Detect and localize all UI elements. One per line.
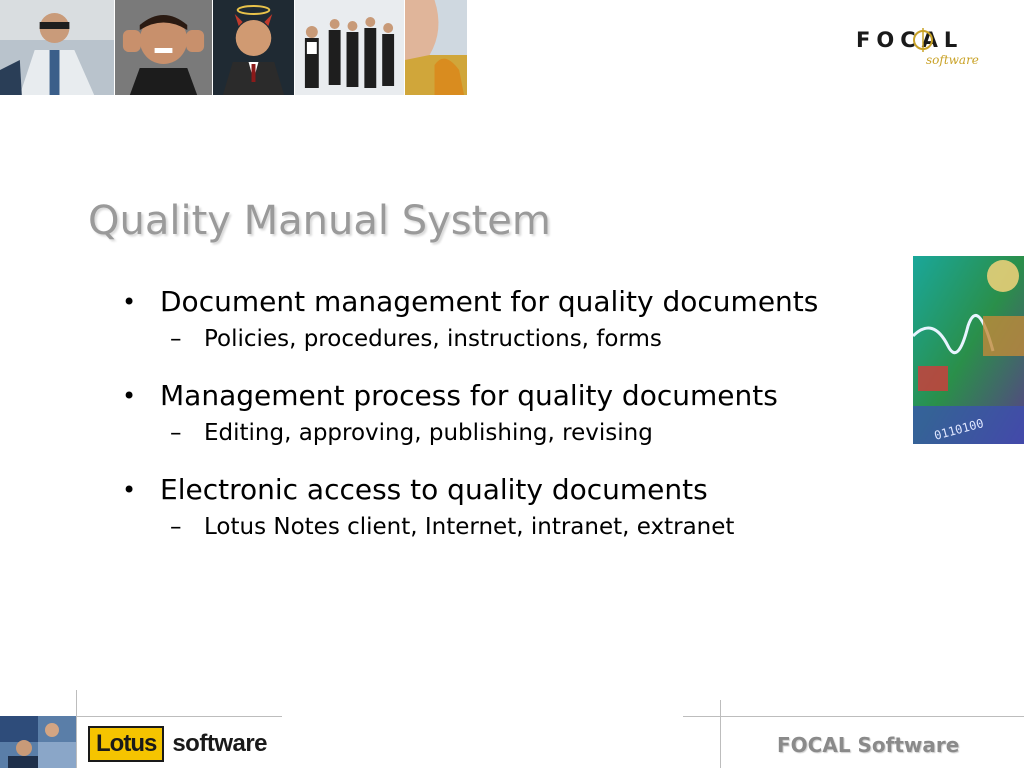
bullet-item <box>118 376 898 416</box>
focal-logo-word: FOCAL <box>856 28 964 52</box>
sub-bullet-item <box>118 510 898 564</box>
footer-divider <box>683 716 1024 717</box>
decorative-collage-image <box>913 256 1024 444</box>
svg-text:0110100: 0110100 <box>932 416 986 443</box>
photo-devil-businessman <box>213 0 295 95</box>
lotus-logo-suffix: software <box>172 730 268 757</box>
bullet-dot-icon: • <box>122 288 137 316</box>
footer-divider <box>76 690 77 768</box>
footer-divider <box>77 716 282 717</box>
sub-bullet-text: Policies, procedures, instructions, forms <box>204 326 662 352</box>
bullet-text: Management process for quality documents <box>160 379 778 412</box>
lotus-software-logo <box>88 724 267 764</box>
sub-bullet-text: Editing, approving, publishing, revising <box>204 420 653 446</box>
header-photo-strip <box>0 0 468 95</box>
bullet-dot-icon: • <box>122 382 137 410</box>
footer-brand-text: FOCAL Software <box>777 733 960 757</box>
footer-divider <box>720 700 721 768</box>
bullet-item <box>118 282 898 322</box>
bullet-list <box>118 282 898 564</box>
photo-woman-profile <box>405 0 468 95</box>
focal-software-logo <box>856 28 991 70</box>
sub-bullet-text: Lotus Notes client, Internet, intranet, extranet <box>204 514 735 540</box>
bullet-item <box>118 470 898 510</box>
lotus-logo-box: Lotus <box>88 726 164 762</box>
footer-photo-collage <box>0 716 76 768</box>
sub-bullet-item <box>118 322 898 376</box>
slide-title: Quality Manual System <box>88 198 551 244</box>
sub-bullet-dash-icon: – <box>170 514 182 540</box>
bullet-dot-icon: • <box>122 476 137 504</box>
focal-logo-subtitle: software <box>926 53 979 67</box>
bullet-text: Document management for quality documents <box>160 285 819 318</box>
photo-business-team <box>295 0 405 95</box>
sub-bullet-item <box>118 416 898 470</box>
bullet-text: Electronic access to quality documents <box>160 473 708 506</box>
sub-bullet-dash-icon: – <box>170 326 182 352</box>
crosshair-icon <box>911 28 935 52</box>
photo-blindfolded-businessman <box>0 0 115 95</box>
sub-bullet-dash-icon: – <box>170 420 182 446</box>
photo-frustrated-man <box>115 0 213 95</box>
